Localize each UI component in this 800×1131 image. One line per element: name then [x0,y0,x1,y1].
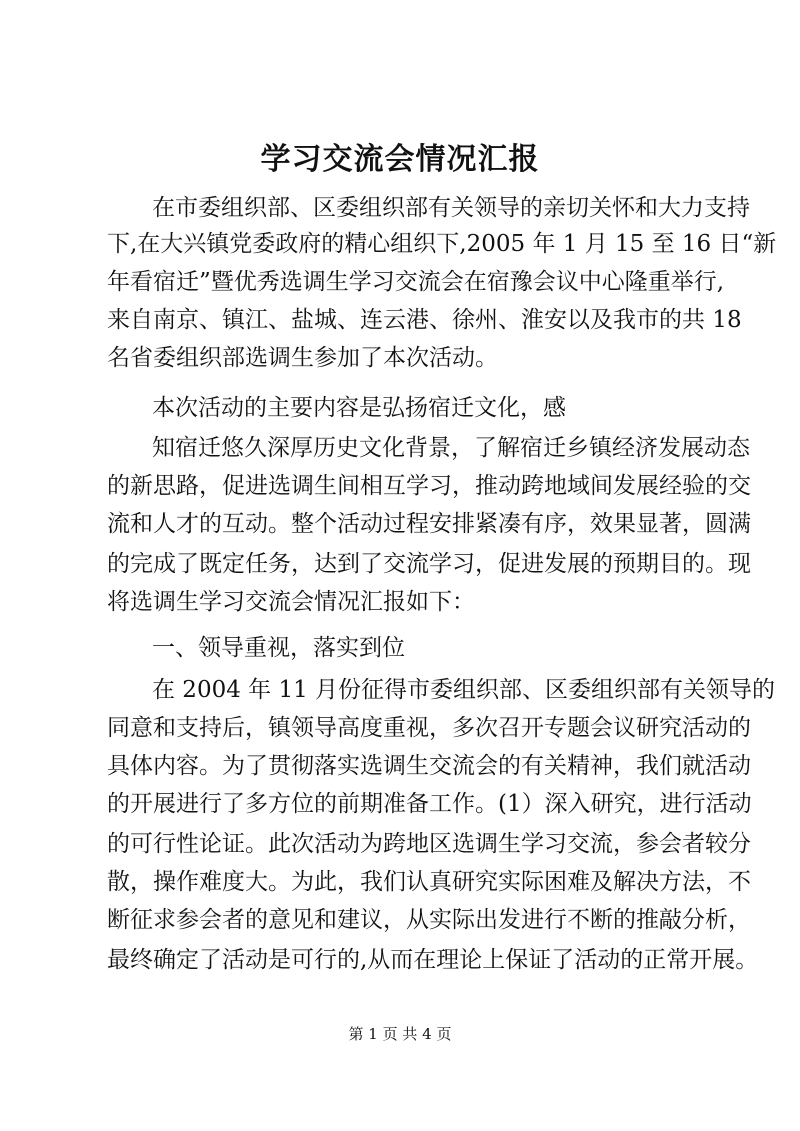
paragraph-3-line-4: 的完成了既定任务，达到了交流学习，促进发展的预期目的。现 [107,551,751,577]
paragraph-1-line-5: 名省委组织部选调生参加了本次活动。 [107,345,498,371]
paragraph-2-line-1: 本次活动的主要内容是弘扬宿迁文化，感 [152,395,566,421]
paragraph-3-line-1: 知宿迁悠久深厚历史文化背景，了解宿迁乡镇经济发展动态 [152,435,750,461]
paragraph-4-line-7: 断征求参会者的意见和建议，从实际出发进行不断的推敲分析， [107,907,751,933]
paragraph-1-line-2: 下,在大兴镇党委政府的精心组织下,2005 年 1 月 15 至 16 日“新 [107,231,777,257]
paragraph-1-line-3: 年看宿迁”暨优秀选调生学习交流会在宿豫会议中心隆重举行, [107,269,725,295]
document-title: 学习交流会情况汇报 [260,142,540,177]
section-heading-1: 一、领导重视，落实到位 [152,635,405,661]
paragraph-3-line-3: 流和人才的互动。整个活动过程安排紧凑有序，效果显著，圆满 [107,511,751,537]
paragraph-4-line-3: 具体内容。为了贯彻落实选调生交流会的有关精神，我们就活动 [107,753,751,779]
paragraph-1-line-1: 在市委组织部、区委组织部有关领导的亲切关怀和大力支持 [152,195,750,221]
paragraph-4-line-4: 的开展进行了多方位的前期准备工作。(1）深入研究，进行活动 [107,791,752,817]
paragraph-4-line-8: 最终确定了活动是可行的,从而在理论上保证了活动的正常开展。 [107,947,759,973]
paragraph-3-line-5: 将选调生学习交流会情况汇报如下： [107,589,475,615]
paragraph-4-line-6: 散，操作难度大。为此，我们认真研究实际困难及解决方法，不 [107,869,751,895]
paragraph-4-line-1: 在 2004 年 11 月份征得市委组织部、区委组织部有关领导的 [152,677,776,703]
paragraph-4-line-5: 的可行性论证。此次活动为跨地区选调生学习交流，参会者较分 [107,831,751,857]
paragraph-3-line-2: 的新思路，促进选调生间相互学习，推动跨地域间发展经验的交 [107,473,751,499]
page-number: 第 1 页 共 4 页 [348,1025,452,1043]
paragraph-4-line-2: 同意和支持后，镇领导高度重视，多次召开专题会议研究活动的 [107,715,751,741]
paragraph-1-line-4: 来自南京、镇江、盐城、连云港、徐州、淮安以及我市的共 18 [107,307,742,333]
